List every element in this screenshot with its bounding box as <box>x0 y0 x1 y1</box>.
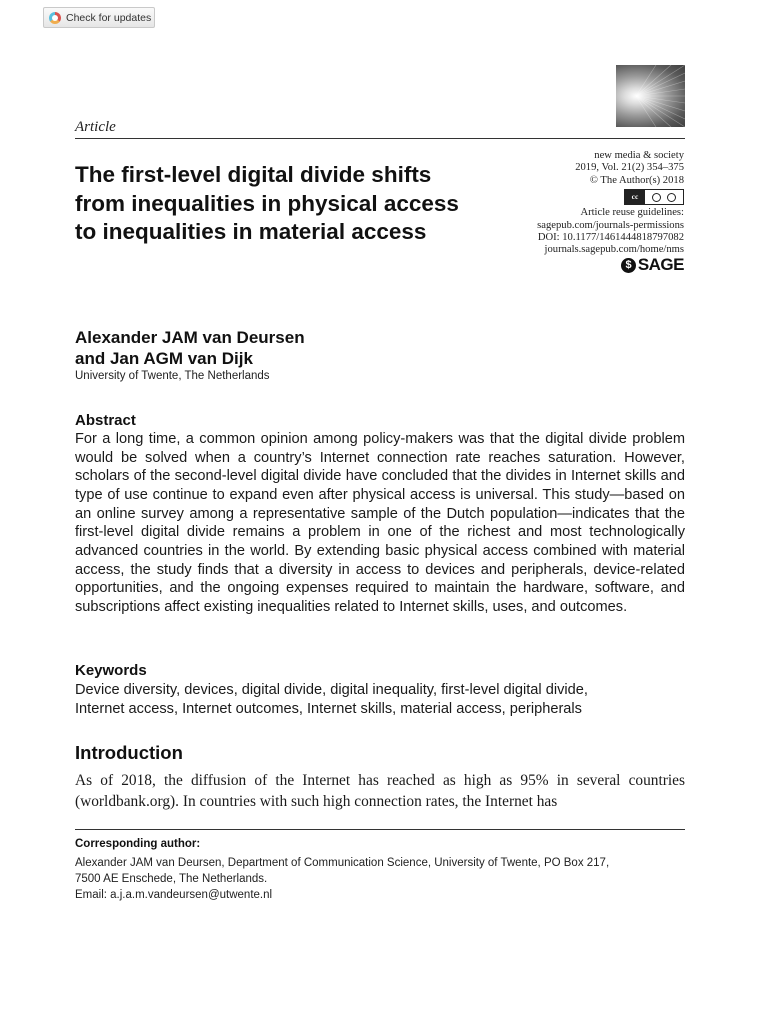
publisher-logo <box>537 255 684 275</box>
journal-home-link[interactable]: journals.sagepub.com/home/nms <box>544 244 684 256</box>
corresponding-author-label: Corresponding author: <box>75 838 201 850</box>
cc-icon: cc <box>625 190 645 204</box>
abstract-text: For a long time, a common opinion among policy-makers was that the digital divide problem would be solved when a country’s Internet connection rate reaches saturation. However, scholars of the second-level digital divide have concluded that the divides in Internet skills and type of use continue to expand even after physical access is universal. This study—based on an online survey among a representative sample of the Dutch population—indicates that the first-level digital divide remains a problem in one of the richest and most technologically advanced countries in the world. By extending basic physical access combined with material access, the study finds that a diversity in access to devices and peripherals, device-related opportunities, and the ongoing expenses required to maintain the hardware, software, and subscriptions affect existing inequalities related to Internet skills, uses, and outcomes. <box>75 431 685 615</box>
footnote-rule <box>75 829 685 830</box>
affiliation: University of Twente, The Netherlands <box>75 370 270 382</box>
corresponding-author-details <box>75 855 685 903</box>
doi-link[interactable]: DOI: 10.1177/1461444818797082 <box>537 232 684 244</box>
introduction-heading: Introduction <box>75 742 183 763</box>
journal-metadata <box>537 150 684 273</box>
abstract-heading: Abstract <box>75 412 136 429</box>
journal-name: new media & society <box>594 150 684 161</box>
keywords-line-2: Internet access, Internet outcomes, Internet skills, material access, peripherals <box>75 700 582 717</box>
copyright: © The Author(s) 2018 <box>589 174 684 186</box>
volume-info: 2019, Vol. 21(2) 354–375 <box>575 162 684 174</box>
keywords-text <box>75 681 685 718</box>
by-nc-icon <box>645 193 683 202</box>
footnote-line-1: Alexander JAM van Deursen, Department of Communication Science, University of Twente, PO Box 217, <box>75 857 610 869</box>
introduction-text: As of 2018, the diffusion of the Internet has reached as high as 95% in several countries (worldbank.org). In countries with such high connection rates, the Internet has <box>75 772 685 810</box>
journal-cover-image <box>616 65 685 127</box>
header-rule <box>75 138 685 139</box>
footnote-email[interactable]: Email: a.j.a.m.vandeursen@utwente.nl <box>75 889 273 901</box>
author-list <box>75 327 305 369</box>
sage-logo-icon: $ <box>621 258 636 273</box>
check-for-updates-button[interactable] <box>43 7 155 28</box>
publisher-name: SAGE <box>637 255 684 275</box>
author-line-2: and Jan AGM van Dijk <box>75 349 253 368</box>
permissions-link[interactable]: sagepub.com/journals-permissions <box>537 219 684 231</box>
keywords-line-1: Device diversity, devices, digital divide, digital inequality, first-level digital divide, <box>75 682 588 698</box>
article-type-label: Article <box>75 119 116 135</box>
article-title: The first-level digital divide shifts from inequalities in physical access to inequalities in material access <box>75 162 459 244</box>
keywords-heading: Keywords <box>75 662 147 679</box>
author-line-1: Alexander JAM van Deursen <box>75 328 305 347</box>
check-for-updates-label: Check for updates <box>66 11 152 24</box>
reuse-guidelines-label: Article reuse guidelines: <box>580 207 684 219</box>
footnote-line-2: 7500 AE Enschede, The Netherlands. <box>75 873 268 885</box>
crossmark-icon <box>49 12 61 24</box>
license-badge[interactable] <box>537 187 684 207</box>
